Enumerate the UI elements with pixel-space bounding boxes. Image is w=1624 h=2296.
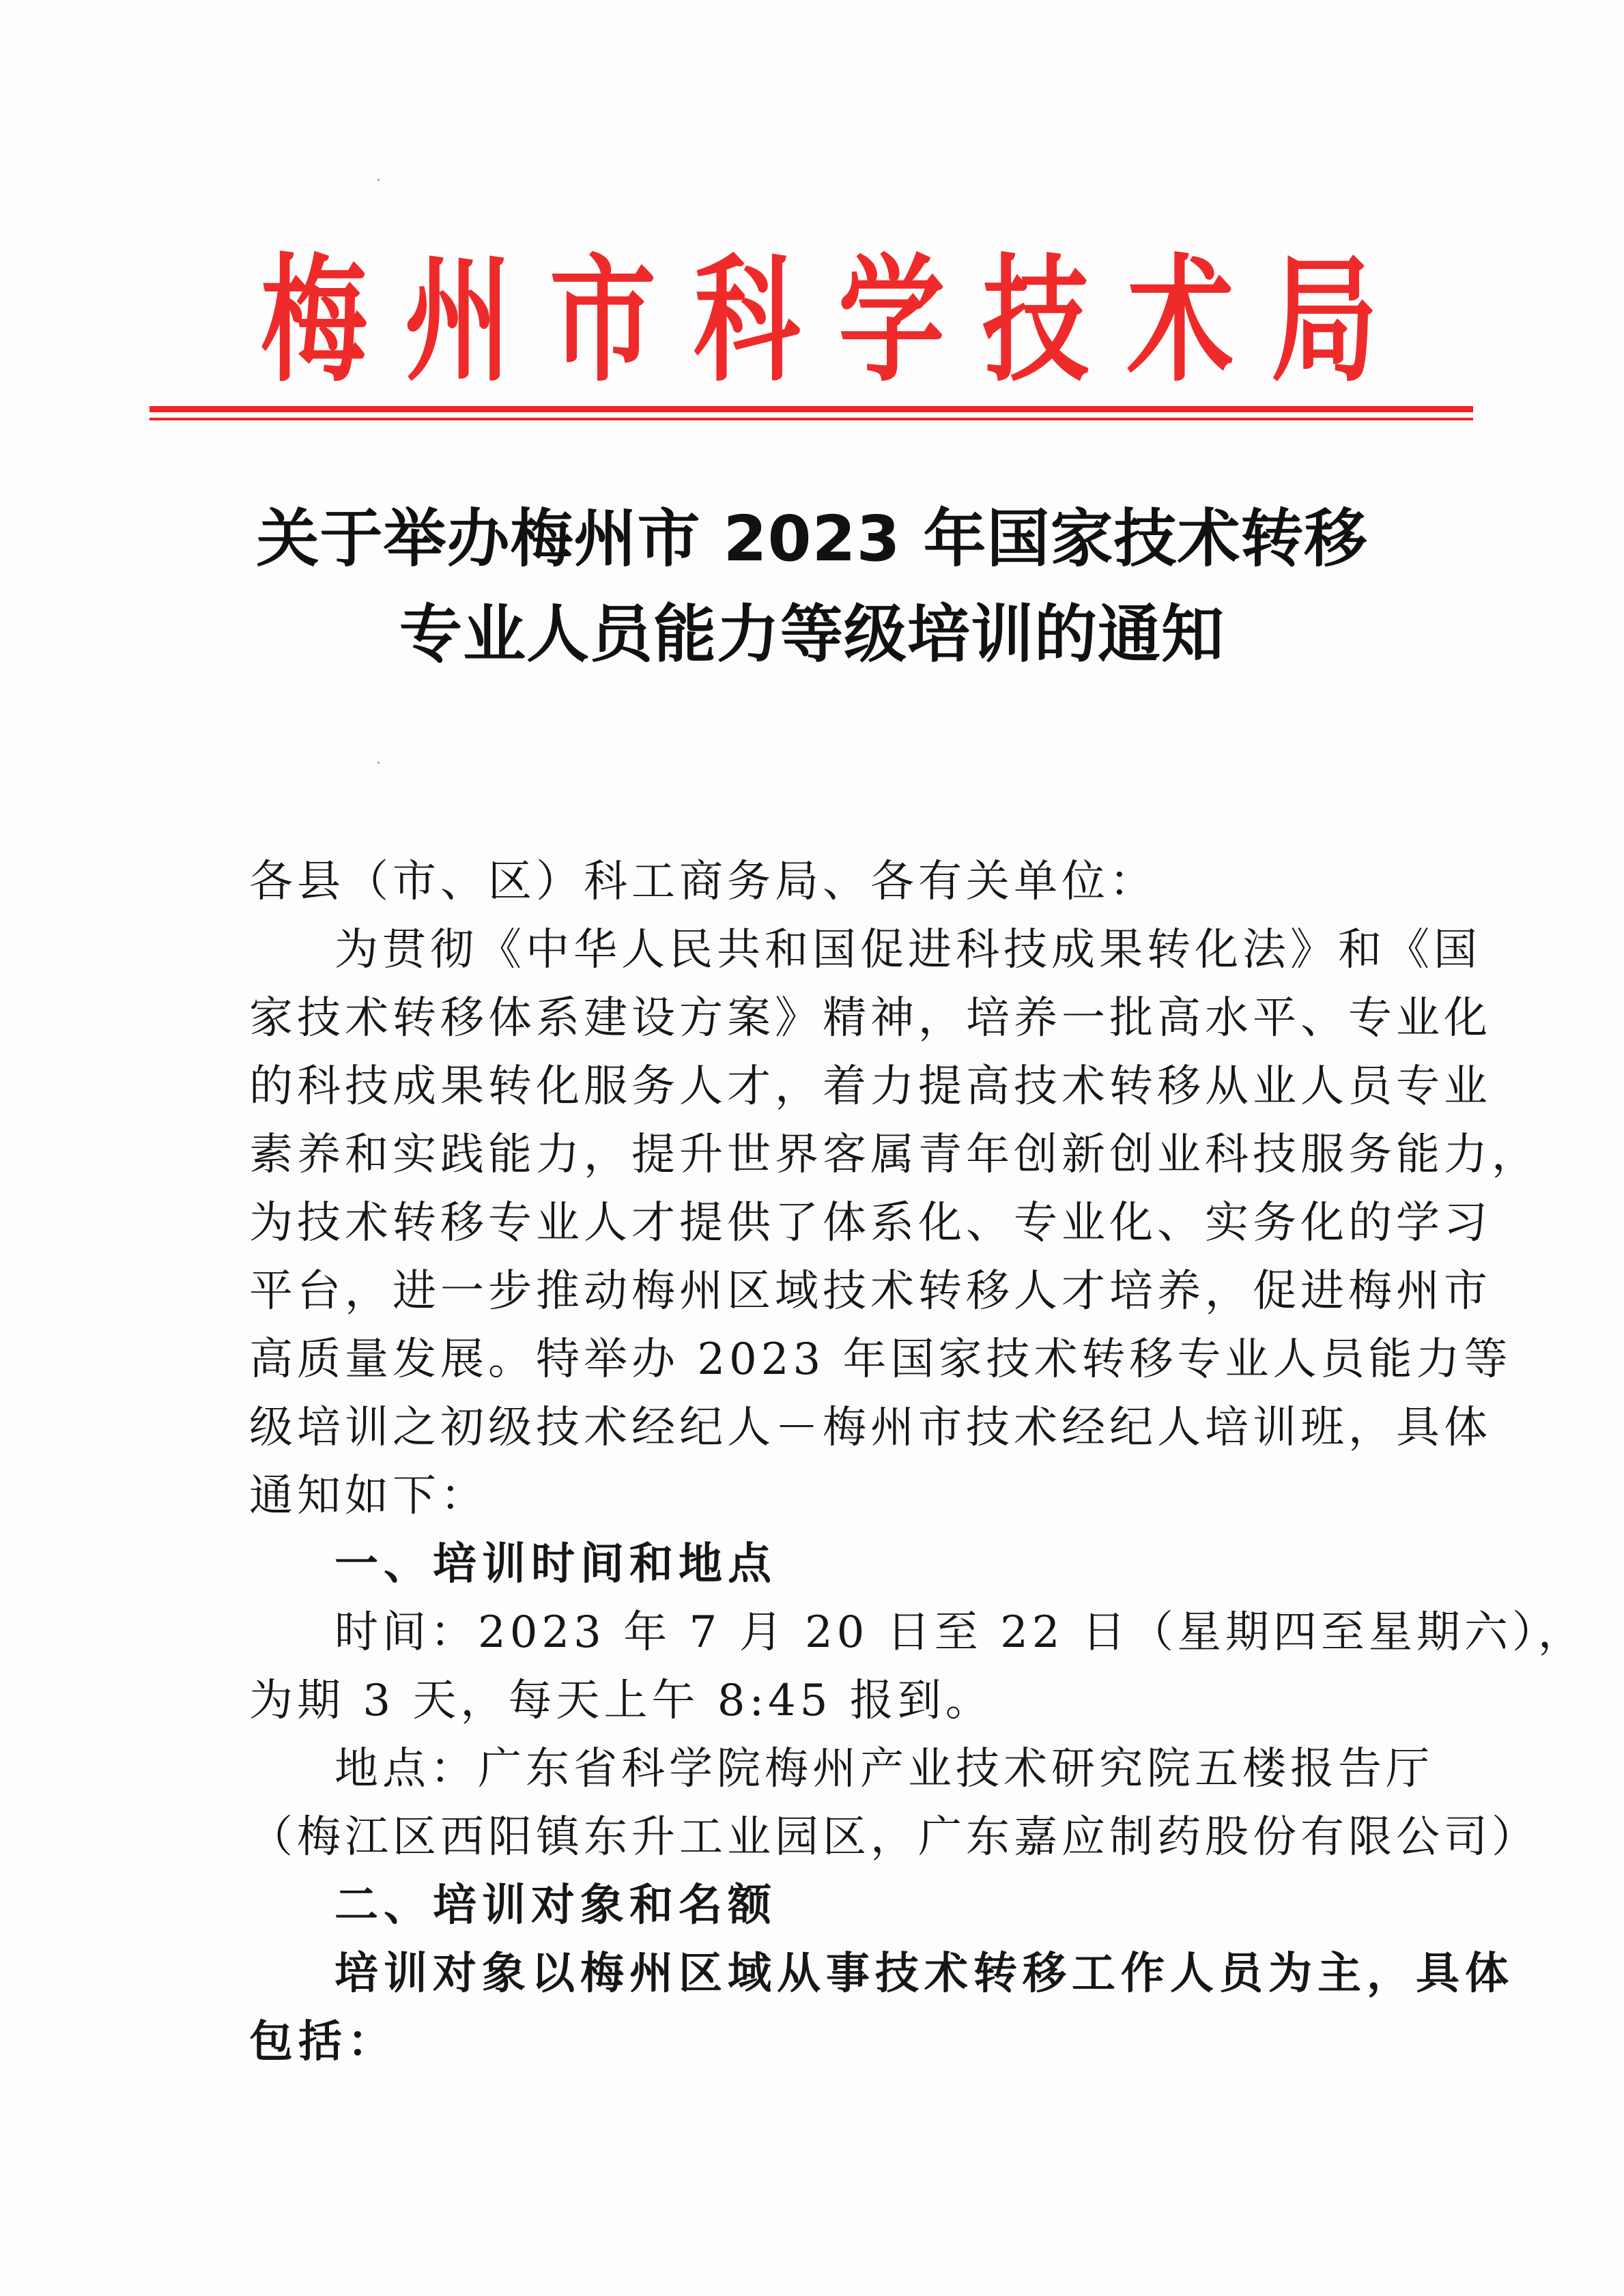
section-heading-1: 一、培训时间和地点 (334, 1539, 777, 1590)
letterhead-char: 科 (694, 240, 801, 401)
location-line: （梅江区西阳镇东升工业园区，广东嘉应制药股份有限公司） (249, 1812, 1539, 1863)
letterhead-rule-thick (149, 406, 1473, 412)
paragraph-line: 高质量发展。特举办 2023 年国家技术转移专业人员能力等 (249, 1334, 1512, 1385)
letterhead-rule-thin (149, 418, 1473, 420)
paragraph-line: 通知如下： (249, 1471, 488, 1521)
letterhead-char: 州 (405, 240, 512, 401)
time-line: 为期 3 天，每天上午 8:45 报到。 (249, 1676, 993, 1726)
letterhead-char: 技 (982, 240, 1089, 401)
letterhead-char: 市 (549, 240, 656, 401)
scan-speck (377, 762, 380, 764)
paragraph-line: 为技术转移专业人才提供了体系化、专业化、实务化的学习 (249, 1198, 1492, 1248)
letterhead-char: 术 (1126, 240, 1234, 401)
letterhead-char: 梅 (261, 240, 368, 401)
letterhead-char: 学 (838, 240, 945, 401)
paragraph-line: 为贯彻《中华人民共和国促进科技成果转化法》和《国 (334, 925, 1481, 975)
document-title-line-1: 关于举办梅州市 2023 年国家技术转移 (256, 502, 1368, 575)
paragraph-line: 培训对象以梅州区域从事技术转移工作人员为主，具体 (334, 1949, 1514, 1999)
scan-speck (377, 179, 380, 181)
location-line: 地点：广东省科学院梅州产业技术研究院五楼报告厅 (334, 1744, 1434, 1794)
paragraph-line: 的科技成果转化服务人才，着力提高技术转移从业人员专业 (249, 1061, 1492, 1112)
paragraph-line: 包括： (249, 2017, 397, 2067)
letterhead-organization (246, 240, 1393, 401)
salutation: 各县（市、区）科工商务局、各有关单位： (249, 857, 1157, 907)
document-title-line-2: 专业人员能力等级培训的通知 (399, 598, 1225, 671)
paragraph-line: 平台，进一步推动梅州区域技术转移人才培养，促进梅州市 (249, 1266, 1492, 1317)
paragraph-line: 级培训之初级技术经纪人－梅州市技术经纪人培训班，具体 (249, 1403, 1492, 1453)
time-line: 时间：2023 年 7 月 20 日至 22 日（星期四至星期六）， (334, 1607, 1586, 1658)
section-heading-2: 二、培训对象和名额 (334, 1880, 777, 1931)
paragraph-line: 家技术转移体系建设方案》精神，培养一批高水平、专业化 (249, 993, 1492, 1044)
paragraph-line: 素养和实践能力，提升世界客属青年创新创业科技服务能力， (249, 1130, 1539, 1180)
letterhead-char: 局 (1270, 240, 1378, 401)
